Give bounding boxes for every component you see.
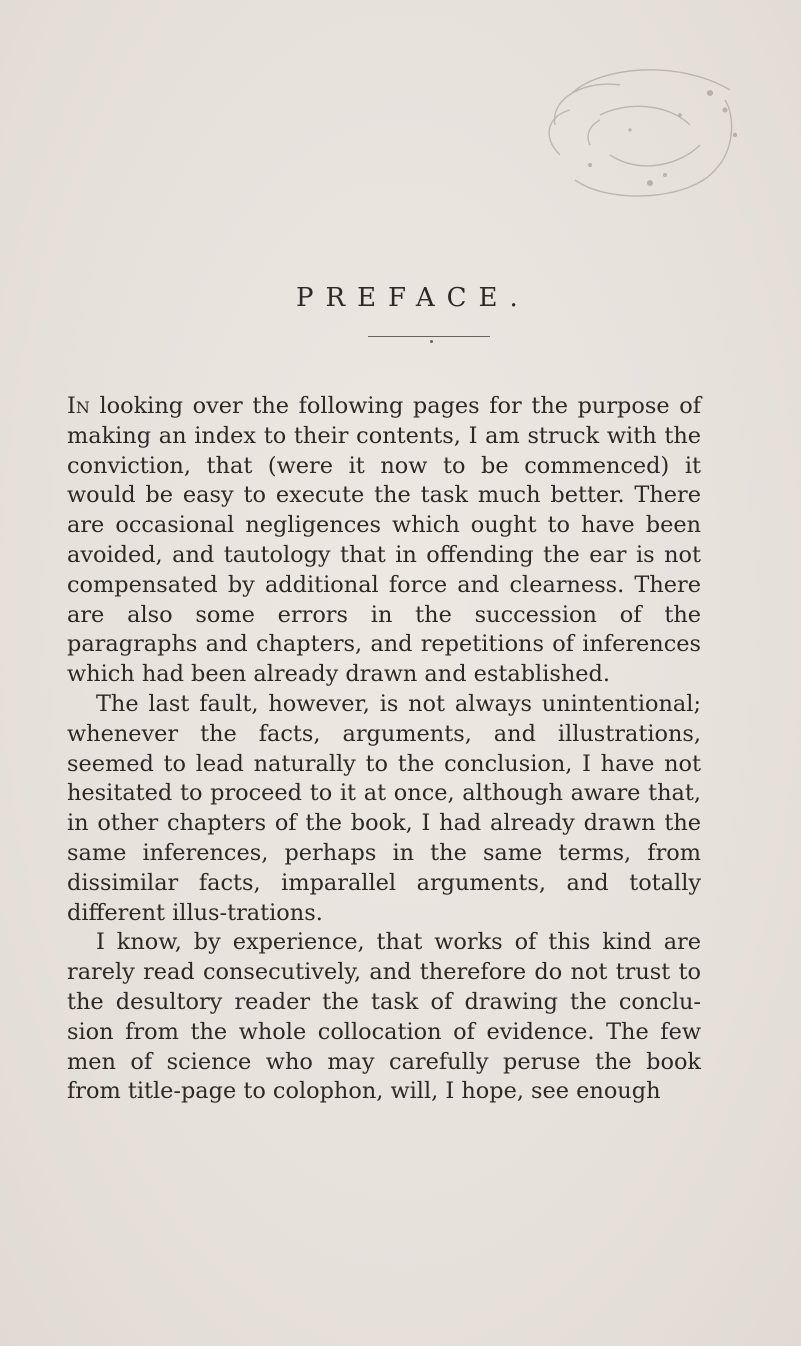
- paragraph-3: I know, by experience, that works of this kind are rarely read consecutively, and therefore do not trust to the desultory reader the task of drawing the conclu-sion from the whole collocation of evidence. The few men of science who may carefully peruse the book from title-page to colophon, will, I hope, see enough: [67, 929, 701, 1105]
- paragraph-2: The last fault, however, is not always unintentional; whenever the facts, arguments, and illustrations, seemed to lead naturally to the conclusion, I have not hesitated to proceed to it at once, although aware that, in other chapters of the book, I had already drawn the same inferences, perhaps in the same terms, from dissimilar facts, imparallel arguments, and totally different illus-trations.: [67, 690, 701, 926]
- page-title: PREFACE.: [296, 283, 530, 313]
- title-rule-dot: [430, 340, 433, 343]
- title-rule: [368, 336, 490, 337]
- ink-bleed-ornament: [530, 55, 750, 225]
- paragraph-lead-word: In: [67, 393, 90, 419]
- paragraph-1-text: looking over the following pages for the purpose of making an index to their contents, I am struck with the conviction, that (were it now to be commenced) it would be easy to execute the task much better. There are occasional negligences which ought to have been avoided, and tautology that in offending the ear is not compensated by additional force and clearness. There are also some errors in the succession of the paragraphs and chapters, and repetitions of inferences which had been already drawn and established.: [67, 393, 701, 688]
- paragraph-1: [67, 392, 701, 690]
- preface-body: [67, 392, 701, 1107]
